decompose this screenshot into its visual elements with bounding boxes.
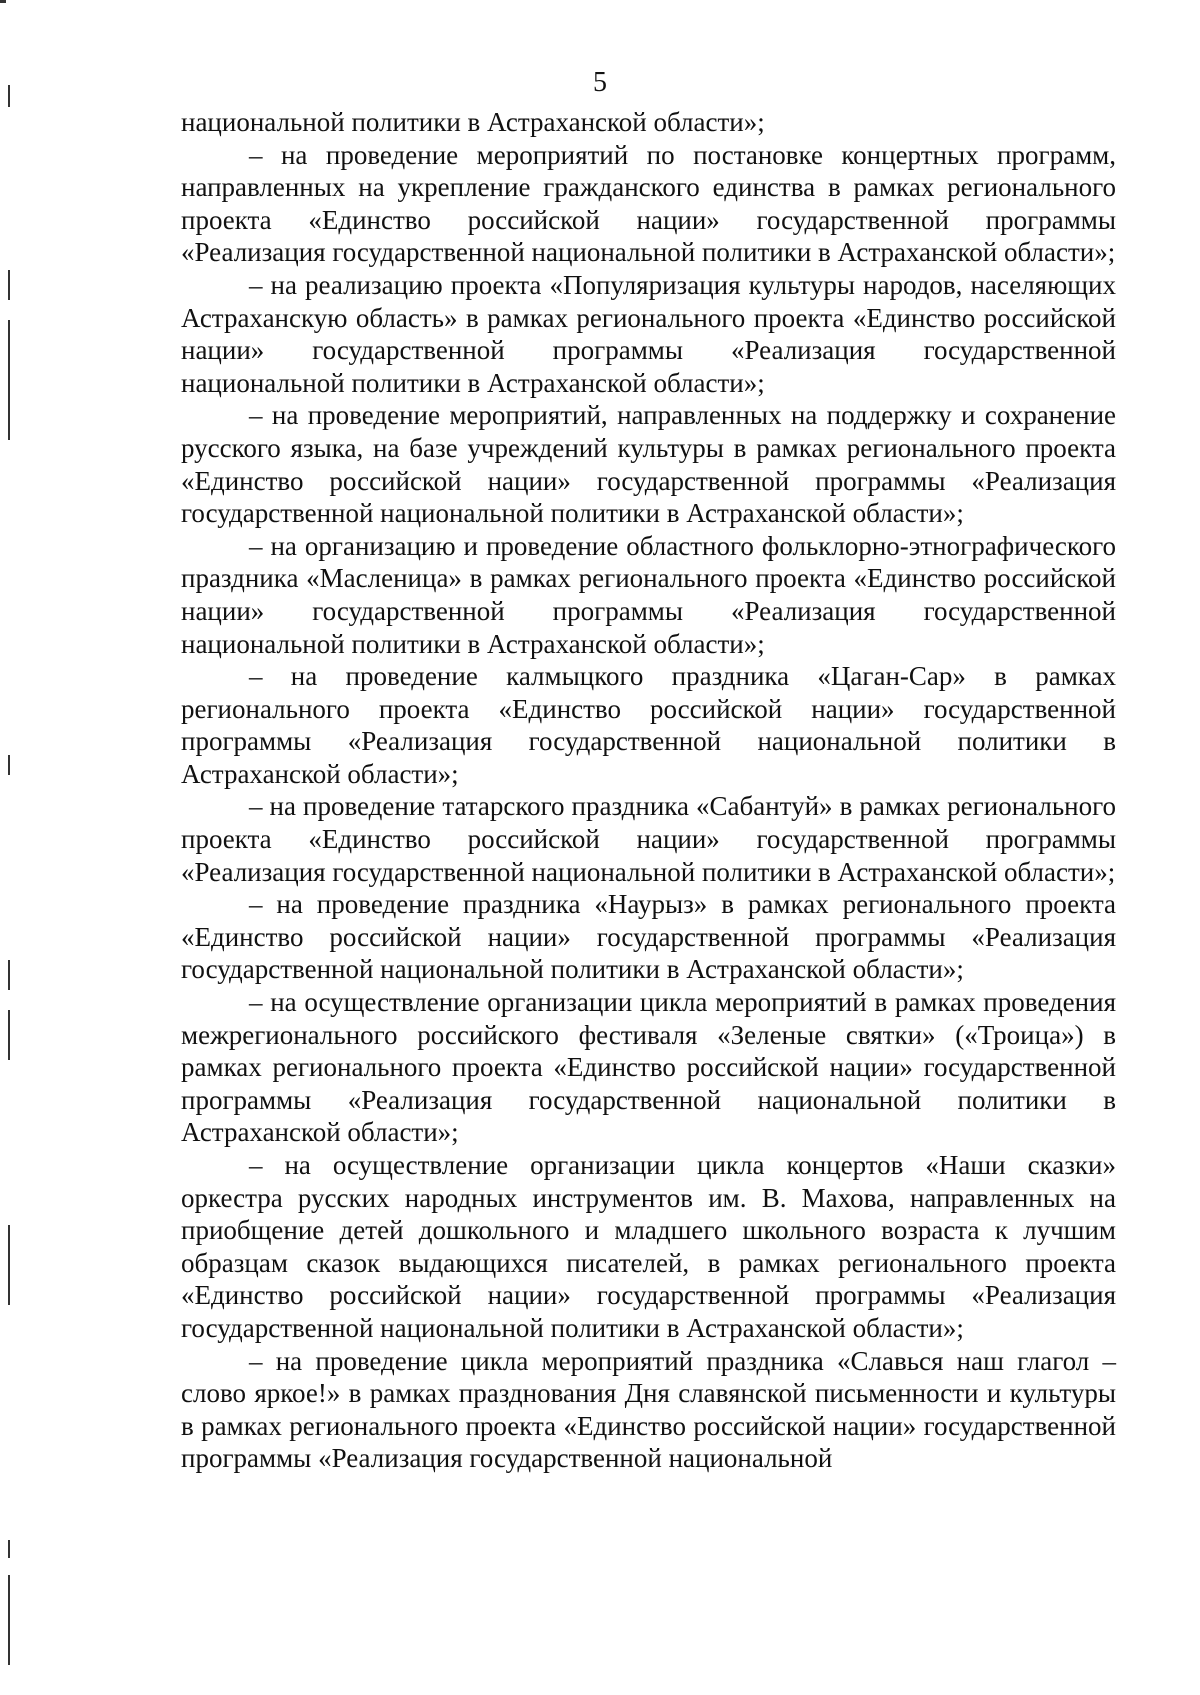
list-item: – на осуществление организации цикла мероприятий в рамках проведения межрегионального российского фестиваля «Зеленые святки» («Троица») в рамках регионального проекта «Единство российской нации» государственной программы «Реализация государственной национальной политики в Астраханской области»; bbox=[181, 987, 1116, 1148]
scan-edge-mark bbox=[8, 320, 10, 440]
scan-edge-mark bbox=[8, 960, 10, 990]
document-body bbox=[181, 106, 1116, 1475]
list-item: – на реализацию проекта «Популяризация культуры народов, населяющих Астраханскую область» в рамках регионального проекта «Единство российской нации» государственной программы «Реализация государственной национальной политики в Астраханской области»; bbox=[181, 269, 1116, 398]
list-item: – на проведение праздника «Наурыз» в рамках регионального проекта «Единство российской нации» государственной программы «Реализация государственной национальной политики в Астраханской области»; bbox=[181, 889, 1116, 985]
list-item: – на организацию и проведение областного фольклорно-этнографического праздника «Масленица» в рамках регионального проекта «Единство российской нации» государственной программы «Реализация государственной национальной политики в Астраханской области»; bbox=[181, 530, 1116, 659]
paragraph-continuation: национальной политики в Астраханской области»; bbox=[181, 107, 765, 137]
scan-edge-mark bbox=[8, 1010, 10, 1060]
list-item: – на проведение цикла мероприятий праздника «Славься наш глагол – слово яркое!» в рамках празднования Дня славянской письменности и культуры в рамках регионального проекта «Единство российской нации» государственной программы «Реализация государственной национальной bbox=[181, 1345, 1116, 1474]
scan-edge-mark bbox=[0, 0, 6, 3]
list-item: – на проведение калмыцкого праздника «Цаган-Сар» в рамках регионального проекта «Единство российской нации» государственной программы «Реализация государственной национальной политики в Астраханской области»; bbox=[181, 661, 1116, 789]
scan-edge-mark bbox=[8, 270, 10, 300]
scan-edge-mark bbox=[8, 755, 10, 775]
scan-edge-mark bbox=[8, 1575, 10, 1665]
list-item: – на осуществление организации цикла концертов «Наши сказки» оркестра русских народных инструментов им. В. Махова, направленных на приобщение детей дошкольного и младшего школьного возраста к лучшим образцам сказок выдающихся писателей, в рамках регионального проекта «Единство российской нации» государственной программы «Реализация государственной национальной политики в Астраханской области»; bbox=[181, 1150, 1116, 1343]
list-item: – на проведение татарского праздника «Сабантуй» в рамках регионального проекта «Единство российской нации» государственной программы «Реализация государственной национальной политики в Астраханской области»; bbox=[181, 791, 1116, 887]
list-item: – на проведение мероприятий по постановке концертных программ, направленных на укрепление гражданского единства в рамках регионального проекта «Единство российской нации» государственной программы «Реализация государственной национальной политики в Астраханской области»; bbox=[181, 139, 1116, 268]
scan-edge-mark bbox=[8, 1540, 10, 1558]
page-number: 5 bbox=[593, 67, 607, 98]
list-item: – на проведение мероприятий, направленных на поддержку и сохранение русского языка, на базе учреждений культуры в рамках регионального проекта «Единство российской нации» государственной программы «Реализация государственной национальной политики в Астраханской области»; bbox=[181, 400, 1116, 529]
scan-edge-mark bbox=[8, 1225, 10, 1305]
